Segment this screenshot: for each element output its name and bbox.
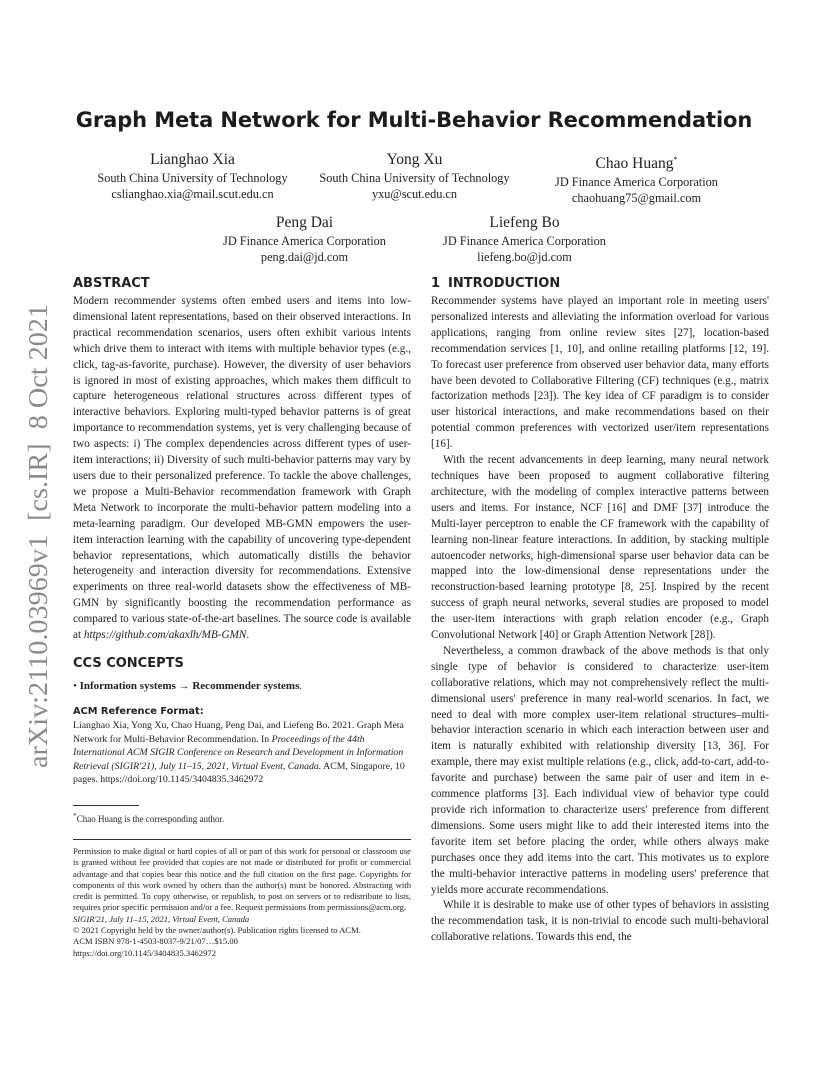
footnote [73, 810, 411, 825]
ccs-end: . [299, 679, 303, 692]
introduction-heading [431, 274, 769, 294]
author-email: peng.dai@jd.com [260, 250, 349, 264]
conference-name: SIGIR'21, July 11–15, 2021, Virtual Event, Canada [73, 913, 250, 924]
author-block [302, 150, 527, 202]
acm-reference-authors: Lianghao Xia, Yong Xu, Chao Huang, Peng Dai, and Liefeng Bo. 2021. Graph Meta Network for Multi-Behavior Recommendation. In [73, 719, 404, 745]
acm-reference [73, 719, 411, 787]
corresponding-author-mark: * [673, 155, 678, 164]
abstract-text [73, 294, 411, 644]
ccs-concepts [73, 678, 411, 694]
right-column [431, 274, 769, 946]
arxiv-identifier [13, 300, 59, 770]
ccs-subconcept: Recommender systems [192, 679, 300, 692]
bullet: • [73, 679, 77, 692]
intro-paragraph: Recommender systems have played an important role in meeting users' personalized interests and alleviating the information overload for various applications, ranging from online review sites [27], location-based recommendation services [1, 10], and online retailing platforms [12, 19]. To forecast user preference from observed user behavior data, many efforts have been devoted to Collaborative Filtering (CF) techniques (e.g., matrix factorization methods [23]). The key idea of CF paradigm is to consider user historical interactions, and make recommendations based on their potential common preferences with vectorized user/item representations [16]. [431, 295, 769, 451]
permission-notice: Permission to make digital or hard copies of all or part of this work for personal or classroom use is granted without fee provided that copies are not made or distributed for profit or commercial advantage and that copies bear this notice and the full citation on the first page. Copyrights for components of this work owned by others than the author(s) must be honored. Abstracting with credit is permitted. To copy otherwise, or republish, to post on servers or to redistribute to lists, requires prior specific permission and/or a fee. Request permissions from permissions@acm.org. [73, 845, 411, 913]
arxiv-identifier-text: arXiv:2110.03969v1 [cs.IR] 8 Oct 2021 [23, 323, 53, 768]
section-title: INTRODUCTION [448, 276, 561, 291]
author-block [412, 213, 637, 265]
acm-reference-details: ACM, Singapore, 10 pages. https://doi.org/10.1145/3404835.3462972 [73, 760, 405, 786]
author-email: liefeng.bo@jd.com [477, 250, 572, 264]
author-affiliation: South China University of Technology [97, 171, 288, 185]
abstract-body: Modern recommender systems often embed users and items into low-dimensional latent representations, based on their observed interactions. In practical recommendation scenarios, users often exhibit various intents which drive them to interact with items with multiple behavior types (e.g., click, tag-as-favorite, purchase). However, the diversity of user behaviors is ignored in most of existing approaches, which makes them difficult to capture heterogeneous relational structures across different types of interactive behaviors. Exploring multi-typed behavior patterns is of great importance to recommendation systems, yet is very challenging because of two aspects: i) The complex dependencies across different types of user-item interactions; ii) Diversity of such multi-behavior patterns may vary by users due to their personalized preference. To tackle the above challenges, we propose a Multi-Behavior recommendation framework with Graph Meta Network to incorporate the multi-behavior pattern modeling into a meta-learning paradigm. Our developed MB-GMN empowers the user-item interaction learning with the capability of uncovering type-dependent behavior representations, which automatically distills the behavior heterogeneity and interaction diversity for recommendations. Extensive experiments on three real-world datasets show the effectiveness of MB-GMN by significantly boosting the recommendation performance as compared to various state-of-the-art baselines. The source code is available at [73, 295, 411, 642]
footnote-rule [73, 805, 139, 806]
author-name: Yong Xu [386, 151, 443, 168]
isbn: ACM ISBN 978-1-4503-8037-9/21/07…$15.00 [73, 936, 238, 947]
section-number: 1 [431, 276, 441, 291]
author-name: Chao Huang [595, 155, 674, 173]
author-block [524, 150, 749, 206]
acm-reference-heading: ACM Reference Format: [73, 705, 204, 717]
permission-rule [73, 839, 411, 840]
paper-title: Graph Meta Network for Multi-Behavior Recommendation [75, 108, 753, 132]
intro-paragraph: While it is desirable to make use of other types of behaviors in assisting the recommendation task, it is non-trivial to encode such multi-behavioral collaborative relations. Towards this end, the [431, 899, 769, 944]
footnote-mark: * [73, 810, 77, 820]
intro-paragraph: Nevertheless, a common drawback of the above methods is that only single type of behavior is considered to characterize user-item collaborative relations, which may not comprehensively reflect the multi-dimensional users' preference in many real-world scenarios. In fact, we need to deal with more complex user-item relational structures–multi-behavior interaction scenario in which each interaction between user and item is naturally exhibited with relationship diversity [13, 36]. For example, there may exist multiple relations (e.g., click, add-to-cart, add-to-favorite and purchase) between the same pair of user and item in e-commence platforms [3]. Each individual view of behavior type could provide rich information to characterize users' preference from different dimensions. Some users might like to add their interested items into the favorite item set before placing the order, while others always make purchases once they add items into the cart. This motivates us to explore the multi-behavior interactive patterns in modeling users' preference that yields more accurate recommendations. [431, 644, 769, 896]
author-name: Lianghao Xia [150, 151, 235, 168]
intro-paragraph: With the recent advancements in deep learning, many neural network techniques have been proposed to augment collaborative filtering architecture, with the modeling of complex interactive patterns between users and items. For instance, NCF [16] and DMF [37] introduce the Multi-layer perceptron to enable the CF framework with the capability of learning non-linear feature interactions. In addition, by stacking multiple autoencoder networks, high-dimensional sparse user behavior data can be mapped into the low-dimensional dense representations under the reconstruction-based learning prototype [8, 25]. Inspired by the recent success of graph neural networks, several studies are proposed to model the user-item interactions with graph relation encoder (e.g., Graph Convolutional Network [40] or Graph Attention Network [28]). [431, 454, 769, 642]
copyright: © 2021 Copyright held by the owner/author(s). Publication rights licensed to ACM. [73, 924, 361, 935]
author-email: cslianghao.xia@mail.scut.edu.cn [111, 187, 274, 201]
code-link[interactable]: https://github.com/akaxlh/MB-GMN [83, 629, 247, 642]
author-block [80, 150, 305, 202]
ccs-heading: CCS CONCEPTS [73, 655, 184, 671]
acm-reference-venue: Proceedings of the 44th International ACM SIGIR Conference on Research and Development in Information Retrieval (SIGIR'21), July 11–15, 2021, Virtual Event, Canada. [73, 733, 404, 772]
author-email: chaohuang75@gmail.com [571, 191, 702, 206]
abstract-end: . [246, 629, 250, 642]
conference-info [73, 914, 411, 925]
footnote-text: Chao Huang is the corresponding author. [76, 813, 225, 824]
author-affiliation: JD Finance America Corporation [223, 234, 386, 248]
abstract-heading: ABSTRACT [73, 276, 150, 291]
author-email: yxu@scut.edu.cn [371, 187, 458, 201]
author-affiliation: JD Finance America Corporation [555, 175, 718, 190]
author-block [192, 213, 417, 265]
left-column [73, 274, 411, 959]
author-name: Liefeng Bo [489, 214, 560, 231]
author-name: Peng Dai [275, 214, 334, 231]
arrow-icon: → [178, 679, 190, 692]
author-affiliation: JD Finance America Corporation [443, 234, 606, 248]
ccs-concept: Information systems [79, 679, 176, 692]
doi-link[interactable]: https://doi.org/10.1145/3404835.3462972 [73, 947, 216, 958]
author-affiliation: South China University of Technology [319, 171, 510, 185]
